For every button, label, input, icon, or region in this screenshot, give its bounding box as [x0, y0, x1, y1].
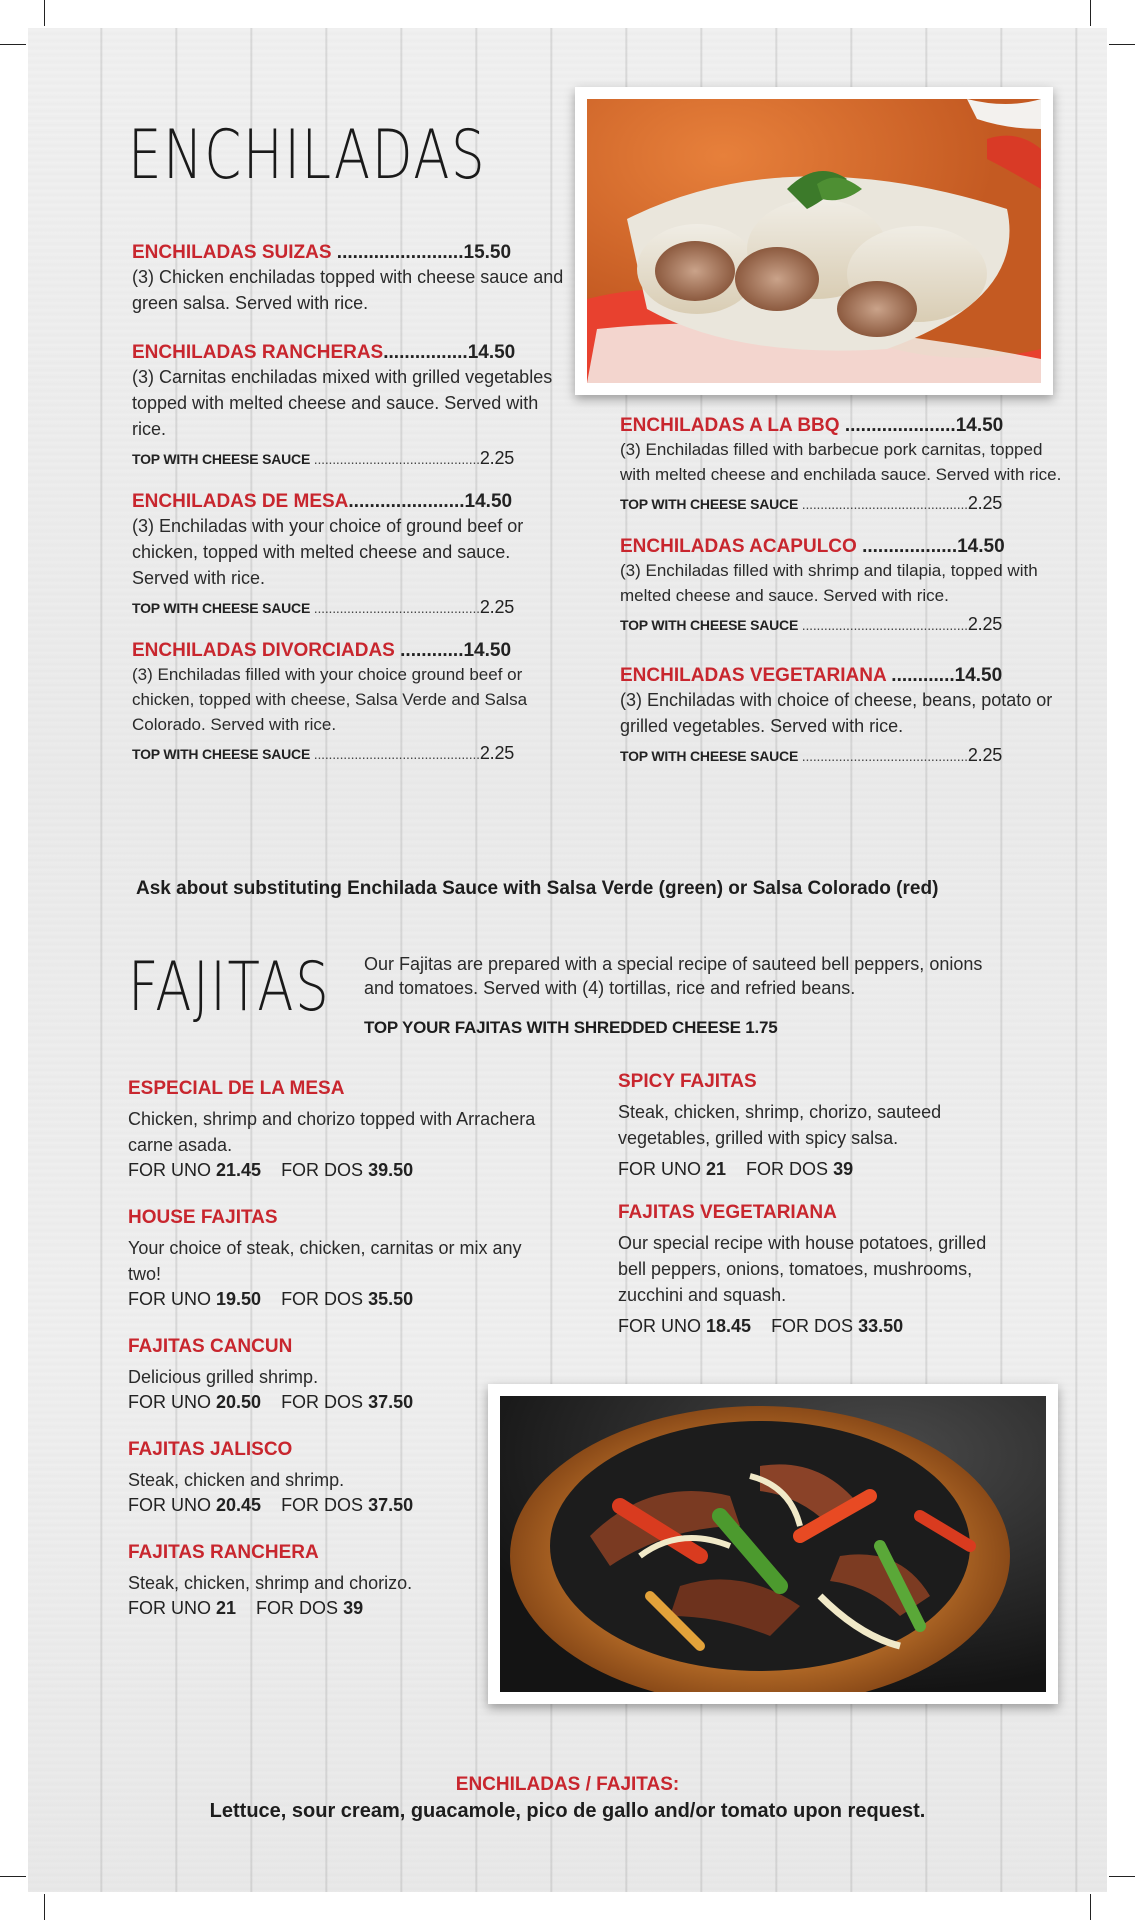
- for-uno-price: 21.45: [216, 1160, 262, 1180]
- topping-label: TOP WITH CHEESE SAUCE: [132, 451, 311, 467]
- fajita-item: [128, 1542, 548, 1619]
- item-name: ENCHILADAS DE MESA: [132, 491, 349, 512]
- crop-mark: [1109, 44, 1135, 45]
- topping-price: 2.25: [479, 448, 515, 468]
- item-description: (3) Enchiladas filled with your choice ground beef or chicken, topped with cheese, Salsa Verde and Salsa Colorado. Served with rice.: [132, 665, 528, 734]
- fajitas-right-column: [618, 1071, 1018, 1361]
- crop-mark: [44, 0, 45, 26]
- for-uno-label: FOR UNO: [128, 1495, 211, 1515]
- topping-price: 2.25: [479, 743, 515, 763]
- fajitas-intro: Our Fajitas are prepared with a special recipe of sauteed bell peppers, onions and tomatoes. Served with (4) tortillas, rice and refried beans.: [364, 954, 983, 998]
- for-uno-price: 21: [216, 1598, 237, 1618]
- item-description: (3) Enchiladas with your choice of ground beef or chicken, topped with melted cheese and sauce. Served with rice.: [132, 516, 524, 588]
- fajita-name: FAJITAS RANCHERA: [128, 1542, 319, 1563]
- item-description: (3) Enchiladas filled with shrimp and tilapia, topped with melted cheese and sauce. Served with rice.: [620, 561, 1038, 605]
- fajita-item: [128, 1207, 548, 1310]
- fajita-item: [618, 1202, 1018, 1337]
- item-description: (3) Carnitas enchiladas mixed with grilled vegetables topped with melted cheese and sauce. Served with rice.: [132, 367, 553, 439]
- enchiladas-photo: [575, 87, 1053, 395]
- topping-price: 2.25: [479, 597, 515, 617]
- for-uno-label: FOR UNO: [128, 1598, 211, 1618]
- item-name: ENCHILADAS ACAPULCO: [620, 536, 857, 557]
- for-dos-label: FOR DOS: [281, 1160, 364, 1180]
- for-uno-price: 19.50: [216, 1289, 262, 1309]
- topping-leader-dots: .............................................: [798, 617, 968, 633]
- footer-text: Lettuce, sour cream, guacamole, pico de gallo and/or tomato upon request.: [209, 1800, 926, 1822]
- for-uno-label: FOR UNO: [128, 1160, 211, 1180]
- fajita-name: FAJITAS JALISCO: [128, 1439, 293, 1460]
- fajitas-title: FAJITAS: [128, 948, 331, 1027]
- footer-heading: ENCHILADAS / FAJITAS:: [455, 1774, 680, 1795]
- crop-mark: [1109, 1876, 1135, 1877]
- fajita-item: [128, 1078, 548, 1181]
- topping-price: 2.25: [967, 614, 1003, 634]
- cheese-sauce-topping: [132, 597, 564, 618]
- item-price: 14.50: [464, 491, 513, 512]
- topping-label: TOP WITH CHEESE SAUCE: [132, 600, 311, 616]
- enchiladas-title: ENCHILADAS: [128, 116, 487, 195]
- item-price: 14.50: [957, 536, 1005, 557]
- for-dos-price: 33.50: [858, 1316, 904, 1336]
- item-price: 14.50: [955, 415, 1004, 436]
- item-leader-dots: ......................: [348, 491, 465, 512]
- item-leader-dots: ..................: [856, 536, 958, 557]
- for-uno-label: FOR UNO: [128, 1392, 211, 1412]
- cheese-sauce-topping: [620, 614, 1064, 635]
- for-dos-price: 37.50: [368, 1392, 414, 1412]
- for-uno-price: 20.45: [216, 1495, 262, 1515]
- for-uno-label: FOR UNO: [128, 1289, 211, 1309]
- fajita-description: Chicken, shrimp and chorizo topped with Arrachera carne asada.: [128, 1109, 536, 1155]
- fajita-prices: [128, 1289, 548, 1310]
- item-name: ENCHILADAS A LA BBQ: [620, 415, 840, 436]
- fajita-name: ESPECIAL DE LA MESA: [128, 1078, 345, 1099]
- for-dos-label: FOR DOS: [746, 1159, 829, 1179]
- fajita-prices: [618, 1159, 1018, 1180]
- for-uno-label: FOR UNO: [618, 1316, 701, 1336]
- for-dos-price: 39: [343, 1598, 364, 1618]
- topping-leader-dots: .............................................: [798, 748, 968, 764]
- menu-item: [132, 242, 564, 316]
- for-dos-label: FOR DOS: [281, 1289, 364, 1309]
- topping-label: TOP WITH CHEESE SAUCE: [132, 746, 311, 762]
- item-heading: [132, 342, 564, 364]
- item-name: ENCHILADAS VEGETARIANA: [620, 665, 887, 686]
- cheese-sauce-topping: [132, 448, 564, 469]
- cheese-sauce-topping: [620, 493, 1064, 514]
- fajita-prices: [128, 1495, 548, 1516]
- item-price: 14.50: [954, 665, 1003, 686]
- item-price: 15.50: [463, 242, 512, 263]
- crop-mark: [0, 44, 26, 45]
- item-description: (3) Enchiladas with choice of cheese, beans, potato or grilled vegetables. Served with rice.: [620, 690, 1053, 736]
- fajita-description: Steak, chicken and shrimp.: [128, 1470, 345, 1490]
- topping-leader-dots: .............................................: [310, 600, 480, 616]
- item-heading: [620, 536, 1064, 558]
- fajitas-cheese-topper: TOP YOUR FAJITAS WITH SHREDDED CHEESE 1.75: [364, 1018, 778, 1037]
- item-name: ENCHILADAS RANCHERAS: [132, 342, 384, 363]
- menu-item: [132, 640, 564, 764]
- menu-item: [132, 491, 564, 618]
- topping-label: TOP WITH CHEESE SAUCE: [620, 617, 799, 633]
- fajita-name: FAJITAS CANCUN: [128, 1336, 293, 1357]
- topping-leader-dots: .............................................: [310, 746, 480, 762]
- crop-mark: [44, 1894, 45, 1920]
- crop-mark: [0, 1876, 26, 1877]
- enchiladas-image: [587, 99, 1041, 383]
- item-name: ENCHILADAS DIVORCIADAS: [132, 640, 395, 661]
- for-dos-label: FOR DOS: [281, 1495, 364, 1515]
- for-dos-price: 37.50: [368, 1495, 414, 1515]
- item-leader-dots: ............: [394, 640, 464, 661]
- for-uno-price: 20.50: [216, 1392, 262, 1412]
- menu-item: [620, 536, 1064, 635]
- item-leader-dots: .....................: [839, 415, 956, 436]
- fajitas-left-column: [128, 1078, 548, 1643]
- item-leader-dots: ........................: [331, 242, 464, 263]
- fajita-item: [128, 1336, 548, 1413]
- item-description: (3) Enchiladas filled with barbecue pork carnitas, topped with melted cheese and enchilada sauce. Served with rice.: [620, 440, 1062, 484]
- crop-mark: [1090, 0, 1091, 26]
- crop-mark: [1090, 1894, 1091, 1920]
- fajita-description: Steak, chicken, shrimp and chorizo.: [128, 1573, 413, 1593]
- fajita-prices: [128, 1392, 548, 1413]
- for-uno-price: 18.45: [706, 1316, 752, 1336]
- for-uno-price: 21: [706, 1159, 727, 1179]
- item-heading: [132, 640, 564, 662]
- item-leader-dots: ................: [383, 342, 468, 363]
- fajita-prices: [128, 1598, 548, 1619]
- item-name: ENCHILADAS SUIZAS: [132, 242, 332, 263]
- item-heading: [620, 665, 1064, 687]
- menu-item: [620, 415, 1064, 514]
- item-heading: [620, 415, 1064, 437]
- fajita-name: FAJITAS VEGETARIANA: [618, 1202, 837, 1223]
- fajita-prices: [618, 1316, 1018, 1337]
- sauce-substitution-note: Ask about substituting Enchilada Sauce with Salsa Verde (green) or Salsa Colorado (red): [136, 878, 939, 899]
- topping-leader-dots: .............................................: [798, 496, 968, 512]
- for-dos-price: 35.50: [368, 1289, 414, 1309]
- fajita-description: Your choice of steak, chicken, carnitas or mix any two!: [128, 1238, 522, 1284]
- for-dos-label: FOR DOS: [256, 1598, 339, 1618]
- cheese-sauce-topping: [620, 745, 1064, 766]
- item-leader-dots: ............: [886, 665, 955, 686]
- item-price: 14.50: [463, 640, 512, 661]
- enchiladas-right-column: [620, 415, 1064, 786]
- for-dos-label: FOR DOS: [771, 1316, 854, 1336]
- fajita-description: Delicious grilled shrimp.: [128, 1367, 319, 1387]
- menu-page: [28, 28, 1107, 1892]
- topping-price: 2.25: [967, 493, 1003, 513]
- menu-item: [620, 665, 1064, 766]
- fajita-item: [618, 1071, 1018, 1180]
- for-dos-price: 39: [833, 1159, 854, 1179]
- fajitas-image: [500, 1396, 1046, 1692]
- fajita-description: Steak, chicken, shrimp, chorizo, sauteed vegetables, grilled with spicy salsa.: [618, 1102, 942, 1148]
- topping-leader-dots: .............................................: [310, 451, 480, 467]
- enchiladas-left-column: [132, 242, 564, 784]
- fajitas-photo: [488, 1384, 1058, 1704]
- topping-label: TOP WITH CHEESE SAUCE: [620, 496, 799, 512]
- fajita-name: HOUSE FAJITAS: [128, 1207, 278, 1228]
- cheese-sauce-topping: [132, 743, 564, 764]
- topping-label: TOP WITH CHEESE SAUCE: [620, 748, 799, 764]
- fajita-description: Our special recipe with house potatoes, grilled bell peppers, onions, tomatoes, mushrooms, zucchini and squash.: [618, 1233, 987, 1305]
- item-price: 14.50: [467, 342, 516, 363]
- item-description: (3) Chicken enchiladas topped with cheese sauce and green salsa. Served with rice.: [132, 267, 564, 313]
- for-dos-price: 39.50: [368, 1160, 414, 1180]
- topping-price: 2.25: [967, 745, 1003, 765]
- for-uno-label: FOR UNO: [618, 1159, 701, 1179]
- for-dos-label: FOR DOS: [281, 1392, 364, 1412]
- menu-item: [132, 342, 564, 469]
- item-heading: [132, 242, 564, 264]
- item-heading: [132, 491, 564, 513]
- fajita-prices: [128, 1160, 548, 1181]
- fajita-name: SPICY FAJITAS: [618, 1071, 757, 1092]
- fajita-item: [128, 1439, 548, 1516]
